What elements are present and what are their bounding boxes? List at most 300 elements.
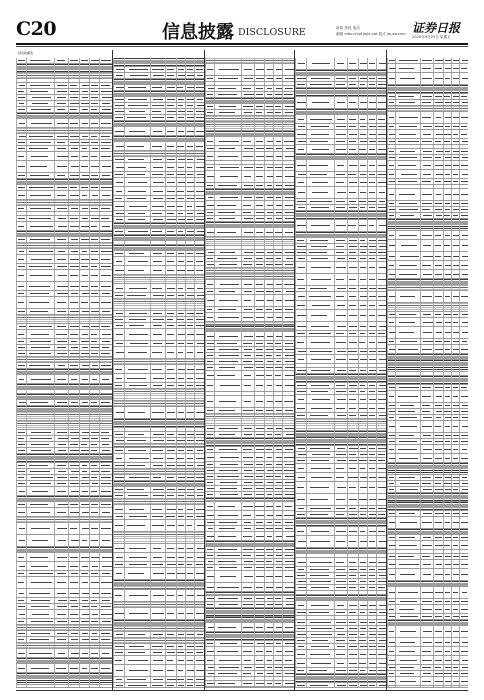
cell-text-placeholder bbox=[378, 499, 386, 500]
table-cell bbox=[194, 341, 204, 346]
cell-text-placeholder bbox=[310, 351, 332, 352]
table-cell bbox=[54, 64, 68, 72]
table-cell bbox=[214, 332, 242, 340]
table-cell bbox=[26, 481, 56, 486]
table-cell bbox=[395, 106, 421, 111]
cell-text-placeholder bbox=[336, 581, 346, 582]
table-cell bbox=[306, 301, 335, 309]
table-cell bbox=[26, 146, 56, 151]
cell-text-placeholder bbox=[379, 326, 386, 327]
table-cell bbox=[54, 454, 68, 462]
cell-text-placeholder bbox=[379, 415, 386, 416]
cell-text-placeholder bbox=[153, 219, 163, 220]
table-row bbox=[295, 558, 386, 567]
cell-text-placeholder bbox=[266, 488, 272, 489]
table-cell bbox=[282, 486, 294, 491]
table-cell bbox=[306, 527, 335, 535]
cell-text-placeholder bbox=[267, 515, 273, 516]
cell-text-placeholder bbox=[208, 561, 213, 562]
cell-text-placeholder bbox=[284, 470, 293, 471]
cell-text-placeholder bbox=[256, 576, 263, 577]
cell-text-placeholder bbox=[422, 141, 432, 142]
table-cell bbox=[420, 285, 434, 290]
table-cell bbox=[376, 389, 386, 394]
table-cell bbox=[194, 172, 204, 177]
cell-text-placeholder bbox=[167, 206, 175, 207]
table-cell bbox=[99, 610, 112, 618]
cell-text-placeholder bbox=[378, 342, 386, 343]
cell-text-placeholder bbox=[297, 499, 305, 500]
cell-text-placeholder bbox=[197, 634, 203, 635]
cell-text-placeholder bbox=[298, 477, 305, 478]
table-cell bbox=[214, 432, 242, 437]
table-cell bbox=[54, 589, 68, 597]
cell-text-placeholder bbox=[337, 460, 347, 461]
cell-text-placeholder bbox=[101, 365, 111, 366]
table-cell bbox=[214, 547, 242, 552]
cell-text-placeholder bbox=[337, 370, 346, 371]
cell-text-placeholder bbox=[101, 471, 110, 472]
table-cell bbox=[420, 145, 434, 148]
cell-text-placeholder bbox=[399, 322, 415, 323]
cell-text-placeholder bbox=[115, 111, 124, 112]
cell-text-placeholder bbox=[266, 355, 272, 356]
cell-text-placeholder bbox=[82, 365, 89, 366]
cell-text-placeholder bbox=[91, 639, 99, 640]
cell-text-placeholder bbox=[115, 174, 123, 175]
cell-text-placeholder bbox=[101, 326, 110, 327]
cell-text-placeholder bbox=[81, 103, 88, 104]
table-cell bbox=[459, 279, 468, 284]
table-cell bbox=[26, 222, 56, 230]
table-cell bbox=[376, 244, 386, 249]
cell-text-placeholder bbox=[256, 375, 264, 376]
cell-text-placeholder bbox=[436, 322, 442, 323]
table-cell bbox=[26, 330, 56, 338]
cell-text-placeholder bbox=[178, 213, 183, 214]
cell-text-placeholder bbox=[461, 68, 467, 69]
cell-text-placeholder bbox=[310, 499, 328, 500]
table-cell bbox=[376, 232, 386, 237]
cell-text-placeholder bbox=[311, 634, 332, 635]
table-cell bbox=[306, 244, 335, 249]
cell-text-placeholder bbox=[276, 673, 282, 674]
table-cell bbox=[420, 240, 434, 251]
cell-text-placeholder bbox=[267, 536, 272, 537]
table-cell bbox=[282, 307, 294, 312]
table-cell bbox=[241, 492, 255, 497]
cell-text-placeholder bbox=[349, 149, 356, 150]
cell-text-placeholder bbox=[276, 587, 282, 588]
table-cell bbox=[306, 446, 335, 451]
cell-text-placeholder bbox=[378, 315, 386, 316]
table-cell bbox=[26, 113, 56, 118]
newspaper-logo: 证券日报 bbox=[412, 21, 461, 35]
table-cell bbox=[334, 536, 348, 547]
table-row bbox=[295, 301, 386, 310]
table-body bbox=[387, 58, 468, 690]
cell-text-placeholder bbox=[196, 477, 204, 478]
cell-text-placeholder bbox=[267, 494, 272, 495]
table-cell bbox=[306, 506, 335, 511]
cell-text-placeholder bbox=[207, 476, 213, 477]
table-cell bbox=[420, 318, 434, 326]
table-cell bbox=[241, 82, 255, 85]
cell-text-placeholder bbox=[91, 142, 98, 143]
table-cell bbox=[241, 541, 255, 546]
cell-text-placeholder bbox=[57, 187, 66, 188]
table-cell bbox=[334, 256, 348, 261]
table-cell bbox=[194, 665, 204, 676]
table-cell bbox=[334, 244, 348, 249]
cell-text-placeholder bbox=[336, 628, 344, 629]
cell-text-placeholder bbox=[378, 581, 386, 582]
cell-text-placeholder bbox=[310, 487, 330, 488]
cell-text-placeholder bbox=[244, 349, 252, 350]
cell-text-placeholder bbox=[360, 391, 365, 392]
table-cell bbox=[99, 107, 112, 112]
table-cell bbox=[306, 199, 335, 204]
cell-text-placeholder bbox=[378, 174, 386, 175]
cell-text-placeholder bbox=[400, 256, 419, 257]
cell-text-placeholder bbox=[167, 87, 175, 88]
table-cell bbox=[99, 113, 112, 118]
cell-text-placeholder bbox=[57, 477, 67, 478]
table-cell bbox=[150, 438, 166, 443]
cell-text-placeholder bbox=[70, 85, 77, 86]
table-row bbox=[295, 518, 386, 527]
cell-text-placeholder bbox=[115, 159, 123, 160]
table-cell bbox=[241, 216, 255, 221]
cell-text-placeholder bbox=[297, 315, 306, 316]
cell-text-placeholder bbox=[217, 343, 237, 344]
cell-text-placeholder bbox=[197, 450, 204, 451]
table-cell bbox=[54, 469, 68, 474]
cell-text-placeholder bbox=[369, 685, 375, 686]
table-cell bbox=[241, 608, 255, 616]
cell-text-placeholder bbox=[178, 634, 184, 635]
cell-text-placeholder bbox=[18, 653, 25, 654]
cell-text-placeholder bbox=[435, 314, 441, 315]
table-cell bbox=[150, 329, 166, 340]
cell-text-placeholder bbox=[218, 673, 237, 674]
cell-text-placeholder bbox=[256, 284, 263, 285]
cell-text-placeholder bbox=[285, 660, 292, 661]
table-cell bbox=[306, 473, 335, 481]
cell-text-placeholder bbox=[286, 604, 294, 605]
table-cell bbox=[306, 250, 335, 255]
cell-text-placeholder bbox=[115, 131, 124, 132]
table-cell bbox=[334, 310, 348, 321]
table-cell bbox=[241, 596, 255, 601]
table-cell bbox=[306, 109, 335, 114]
cell-text-placeholder bbox=[187, 87, 194, 88]
cell-text-placeholder bbox=[310, 141, 328, 142]
table-cell bbox=[334, 674, 348, 682]
cell-text-placeholder bbox=[57, 512, 67, 513]
table-cell bbox=[282, 462, 294, 467]
cell-text-placeholder bbox=[369, 581, 376, 582]
cell-text-placeholder bbox=[70, 60, 78, 61]
table-cell bbox=[334, 355, 348, 363]
cell-text-placeholder bbox=[349, 63, 356, 64]
cell-text-placeholder bbox=[187, 334, 194, 335]
cell-text-placeholder bbox=[127, 378, 146, 379]
cell-text-placeholder bbox=[298, 258, 305, 259]
cell-text-placeholder bbox=[276, 212, 282, 213]
section-title: 信息披露 bbox=[162, 22, 234, 43]
cell-text-placeholder bbox=[115, 434, 123, 435]
cell-text-placeholder bbox=[360, 134, 367, 135]
table-cell bbox=[282, 64, 294, 75]
cell-text-placeholder bbox=[18, 432, 25, 433]
table-cell bbox=[54, 330, 68, 338]
table-cell bbox=[334, 527, 348, 535]
cell-text-placeholder bbox=[378, 587, 386, 588]
table-cell bbox=[306, 364, 335, 367]
table-cell bbox=[150, 317, 166, 322]
cell-text-placeholder bbox=[284, 457, 293, 458]
cell-text-placeholder bbox=[398, 165, 416, 166]
table-cell bbox=[214, 274, 242, 279]
cell-text-placeholder bbox=[207, 428, 214, 429]
table-cell bbox=[241, 359, 255, 364]
cell-text-placeholder bbox=[349, 192, 357, 193]
table-cell bbox=[99, 282, 112, 290]
cell-text-placeholder bbox=[276, 643, 281, 644]
cell-text-placeholder bbox=[116, 670, 123, 671]
cell-text-placeholder bbox=[18, 477, 24, 478]
cell-text-placeholder bbox=[167, 489, 175, 490]
table-cell bbox=[214, 414, 242, 425]
table-cell bbox=[214, 359, 242, 364]
cell-text-placeholder bbox=[256, 651, 263, 652]
cell-text-placeholder bbox=[70, 226, 79, 227]
cell-text-placeholder bbox=[244, 167, 253, 168]
cell-text-placeholder bbox=[208, 88, 214, 89]
table-row bbox=[113, 505, 204, 514]
cell-text-placeholder bbox=[101, 91, 111, 92]
cell-text-placeholder bbox=[31, 668, 49, 669]
cell-text-placeholder bbox=[153, 557, 162, 558]
table-cell bbox=[54, 146, 68, 151]
table-cell bbox=[334, 145, 348, 153]
table-cell bbox=[26, 345, 56, 350]
cell-text-placeholder bbox=[187, 465, 194, 466]
table-cell bbox=[306, 232, 335, 237]
cell-text-placeholder bbox=[285, 88, 293, 89]
table-cell bbox=[124, 493, 151, 498]
cell-text-placeholder bbox=[445, 235, 450, 236]
cell-text-placeholder bbox=[423, 174, 431, 175]
cell-text-placeholder bbox=[207, 470, 214, 471]
cell-text-placeholder bbox=[422, 102, 431, 103]
cell-text-placeholder bbox=[152, 369, 162, 370]
cell-text-placeholder bbox=[266, 449, 272, 450]
cell-text-placeholder bbox=[207, 284, 213, 285]
table-cell bbox=[214, 280, 242, 288]
cell-text-placeholder bbox=[30, 341, 51, 342]
cell-text-placeholder bbox=[101, 477, 111, 478]
table-cell bbox=[194, 374, 204, 382]
cell-text-placeholder bbox=[153, 325, 162, 326]
table-cell bbox=[459, 124, 468, 129]
table-cell bbox=[241, 432, 255, 437]
cell-text-placeholder bbox=[101, 465, 110, 466]
cell-text-placeholder bbox=[187, 261, 193, 262]
cell-text-placeholder bbox=[311, 605, 329, 606]
table-cell bbox=[99, 345, 112, 350]
cell-text-placeholder bbox=[57, 311, 66, 312]
cell-text-placeholder bbox=[153, 378, 164, 379]
cell-text-placeholder bbox=[256, 148, 264, 149]
cell-text-placeholder bbox=[82, 528, 89, 529]
table-cell bbox=[99, 369, 112, 374]
cell-text-placeholder bbox=[267, 434, 273, 435]
cell-text-placeholder bbox=[266, 561, 272, 562]
cell-text-placeholder bbox=[389, 194, 394, 195]
table-cell bbox=[282, 171, 294, 182]
cell-text-placeholder bbox=[71, 633, 78, 634]
cell-text-placeholder bbox=[445, 203, 450, 204]
cell-text-placeholder bbox=[116, 573, 123, 574]
cell-text-placeholder bbox=[243, 317, 253, 318]
table-row bbox=[295, 178, 386, 187]
cell-text-placeholder bbox=[244, 434, 252, 435]
table-cell bbox=[334, 413, 348, 418]
cell-text-placeholder bbox=[29, 465, 48, 466]
cell-text-placeholder bbox=[348, 174, 356, 175]
cell-text-placeholder bbox=[57, 266, 67, 267]
cell-text-placeholder bbox=[18, 471, 25, 472]
table-cell bbox=[194, 644, 204, 649]
cell-text-placeholder bbox=[207, 410, 213, 411]
table-cell bbox=[241, 313, 255, 321]
cell-text-placeholder bbox=[297, 246, 305, 247]
table-row bbox=[295, 601, 386, 610]
table-cell bbox=[124, 187, 151, 195]
table-row bbox=[113, 187, 204, 196]
cell-text-placeholder bbox=[349, 399, 356, 400]
table-row bbox=[387, 130, 468, 139]
cell-text-placeholder bbox=[207, 567, 213, 568]
cell-text-placeholder bbox=[58, 504, 68, 505]
cell-text-placeholder bbox=[349, 634, 357, 635]
cell-text-placeholder bbox=[243, 457, 253, 458]
cell-text-placeholder bbox=[378, 288, 386, 289]
table-cell bbox=[194, 499, 204, 504]
cell-text-placeholder bbox=[70, 109, 77, 110]
table-cell bbox=[282, 289, 294, 294]
table-cell bbox=[334, 349, 348, 354]
table-cell bbox=[99, 577, 112, 588]
cell-text-placeholder bbox=[243, 106, 253, 107]
table-cell bbox=[334, 124, 348, 129]
cell-text-placeholder bbox=[207, 185, 213, 186]
cell-text-placeholder bbox=[311, 663, 330, 664]
table-cell bbox=[124, 115, 151, 120]
cell-text-placeholder bbox=[82, 600, 88, 601]
cell-text-placeholder bbox=[336, 622, 345, 623]
cell-text-placeholder bbox=[423, 245, 431, 246]
cell-text-placeholder bbox=[187, 352, 193, 353]
cell-text-placeholder bbox=[82, 251, 88, 252]
cell-text-placeholder bbox=[115, 369, 122, 370]
cell-text-placeholder bbox=[32, 614, 49, 615]
cell-text-placeholder bbox=[244, 252, 253, 253]
cell-text-placeholder bbox=[187, 573, 193, 574]
table-cell bbox=[54, 442, 68, 447]
table-cell bbox=[282, 371, 294, 379]
cell-text-placeholder bbox=[310, 84, 332, 85]
table-cell bbox=[99, 448, 112, 453]
cell-text-placeholder bbox=[82, 195, 88, 196]
cell-text-placeholder bbox=[187, 458, 193, 459]
table-cell bbox=[334, 139, 348, 144]
cell-text-placeholder bbox=[19, 251, 24, 252]
cell-text-placeholder bbox=[266, 506, 273, 507]
table-cell bbox=[306, 178, 335, 186]
table-row bbox=[205, 656, 294, 665]
cell-text-placeholder bbox=[256, 185, 264, 186]
table-cell bbox=[26, 571, 56, 576]
table-cell bbox=[124, 79, 151, 84]
table-cell bbox=[306, 683, 335, 687]
cell-text-placeholder bbox=[196, 69, 203, 70]
cell-text-placeholder bbox=[266, 258, 273, 259]
table-cell bbox=[282, 322, 294, 325]
cell-text-placeholder bbox=[256, 401, 263, 402]
cell-text-placeholder bbox=[378, 508, 386, 509]
cell-text-placeholder bbox=[91, 136, 98, 137]
table-cell bbox=[54, 412, 68, 420]
cell-text-placeholder bbox=[336, 342, 346, 343]
table-row bbox=[387, 261, 468, 270]
cell-text-placeholder bbox=[153, 489, 164, 490]
table-cell bbox=[150, 432, 166, 437]
cell-text-placeholder bbox=[297, 134, 306, 135]
table-cell bbox=[241, 681, 255, 686]
cell-text-placeholder bbox=[101, 123, 111, 124]
cell-text-placeholder bbox=[178, 167, 184, 168]
cell-text-placeholder bbox=[101, 528, 112, 529]
table-cell bbox=[194, 514, 204, 519]
cell-text-placeholder bbox=[57, 606, 67, 607]
cell-text-placeholder bbox=[349, 141, 356, 142]
table-cell bbox=[26, 101, 56, 106]
cell-text-placeholder bbox=[116, 313, 124, 314]
cell-text-placeholder bbox=[70, 353, 79, 354]
cell-text-placeholder bbox=[187, 105, 192, 106]
table-cell bbox=[459, 270, 468, 278]
cell-text-placeholder bbox=[256, 567, 264, 568]
cell-text-placeholder bbox=[369, 267, 375, 268]
cell-text-placeholder bbox=[70, 483, 79, 484]
cell-text-placeholder bbox=[152, 525, 164, 526]
table-cell bbox=[194, 608, 204, 619]
table-row bbox=[387, 85, 468, 94]
table-cell bbox=[54, 643, 68, 648]
cell-text-placeholder bbox=[311, 391, 328, 392]
cell-text-placeholder bbox=[298, 562, 306, 563]
table-cell bbox=[334, 494, 348, 505]
cell-text-placeholder bbox=[349, 628, 357, 629]
cell-text-placeholder bbox=[18, 668, 25, 669]
cell-text-placeholder bbox=[267, 94, 272, 95]
cell-text-placeholder bbox=[255, 361, 263, 362]
table-row bbox=[295, 292, 386, 301]
cell-text-placeholder bbox=[378, 460, 384, 461]
